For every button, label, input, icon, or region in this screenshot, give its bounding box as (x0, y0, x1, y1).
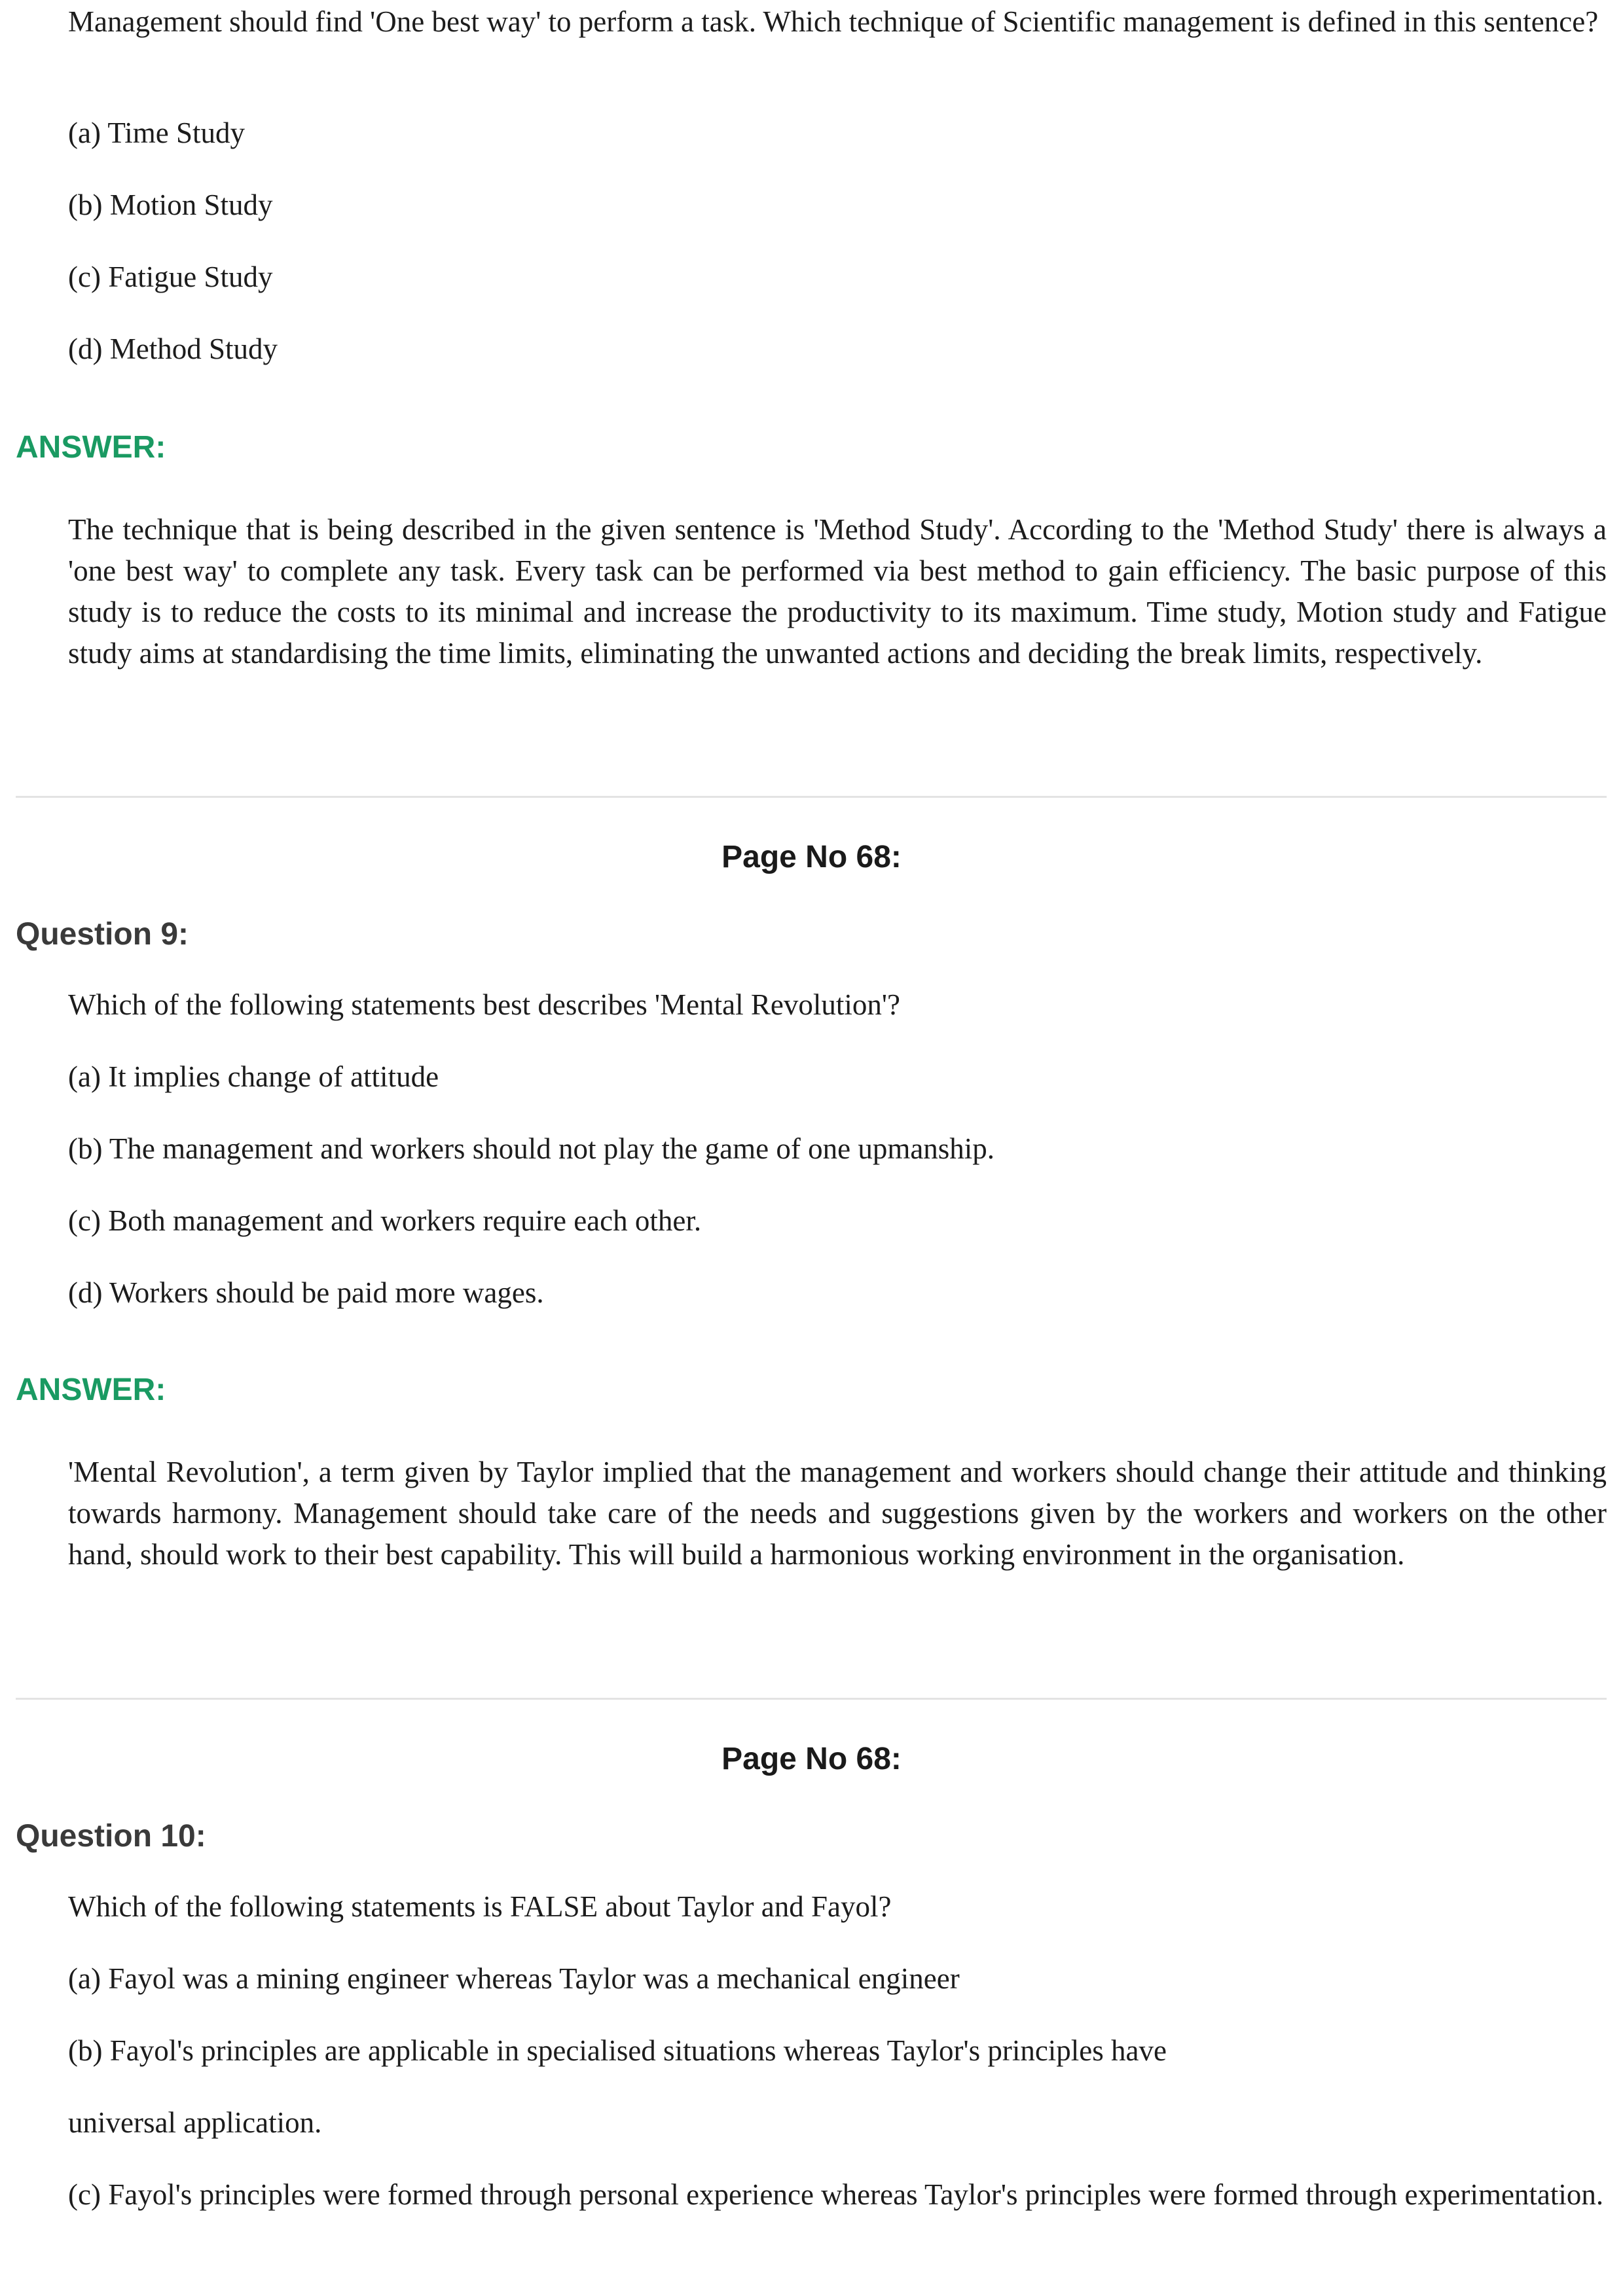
answer-8-heading: ANSWER: (16, 430, 166, 465)
question-10-option-b: (b) Fayol's principles are applicable in specialised situations whereas Taylor's principles have (68, 2034, 1167, 2067)
question-9-option-a: (a) It implies change of attitude (68, 1060, 439, 1093)
question-9-option-b: (b) The management and workers should not play the game of one upmanship. (68, 1132, 995, 1165)
question-8-text: Management should find 'One best way' to perform a task. Which technique of Scientific management is defined in this sentence? (68, 5, 1599, 38)
answer-8-text: The technique that is being described in the given sentence is 'Method Study'. According to the 'Method Study' there is always a 'one best way' to complete any task. Every task can be performed via best method to gain efficiency. The basic purpose of this study is to reduce the costs to its minimal and increase the productivity to its maximum. Time study, Motion study and Fatigue study aims at standardising the time limits, eliminating the unwanted actions and deciding the break limits, respectively. (68, 513, 1607, 670)
answer-9-text: 'Mental Revolution', a term given by Taylor implied that the management and workers should change their attitude and thinking towards harmony. Management should take care of the needs and suggestions given by the workers and workers on the other hand, should work to their best capability. This will build a harmonious working environment in the organisation. (68, 1456, 1607, 1571)
page-number-heading: Page No 68: (721, 840, 902, 874)
section-divider (16, 1698, 1607, 1700)
question-9-heading: Question 9: (16, 917, 189, 952)
question-10-option-c: (c) Fayol's principles were formed through personal experience whereas Taylor's principles were formed through experimentation. (68, 2178, 1604, 2211)
question-9-option-d: (d) Workers should be paid more wages. (68, 1276, 544, 1309)
question-8-option-a: (a) Time Study (68, 117, 246, 149)
question-10-option-a: (a) Fayol was a mining engineer whereas Taylor was a mechanical engineer (68, 1962, 960, 1995)
page-number-heading: Page No 68: (721, 1742, 902, 1776)
question-9-text: Which of the following statements best describes 'Mental Revolution'? (68, 988, 900, 1021)
answer-9-heading: ANSWER: (16, 1372, 166, 1407)
question-8-option-b: (b) Motion Study (68, 188, 273, 221)
question-10-option-b-continued: universal application. (68, 2106, 322, 2139)
section-divider (16, 796, 1607, 798)
question-9-option-c: (c) Both management and workers require each other. (68, 1204, 702, 1237)
question-8-option-d: (d) Method Study (68, 332, 278, 365)
question-8-option-c: (c) Fatigue Study (68, 260, 273, 293)
question-10-heading: Question 10: (16, 1819, 206, 1854)
question-10-text: Which of the following statements is FALSE about Taylor and Fayol? (68, 1890, 892, 1923)
